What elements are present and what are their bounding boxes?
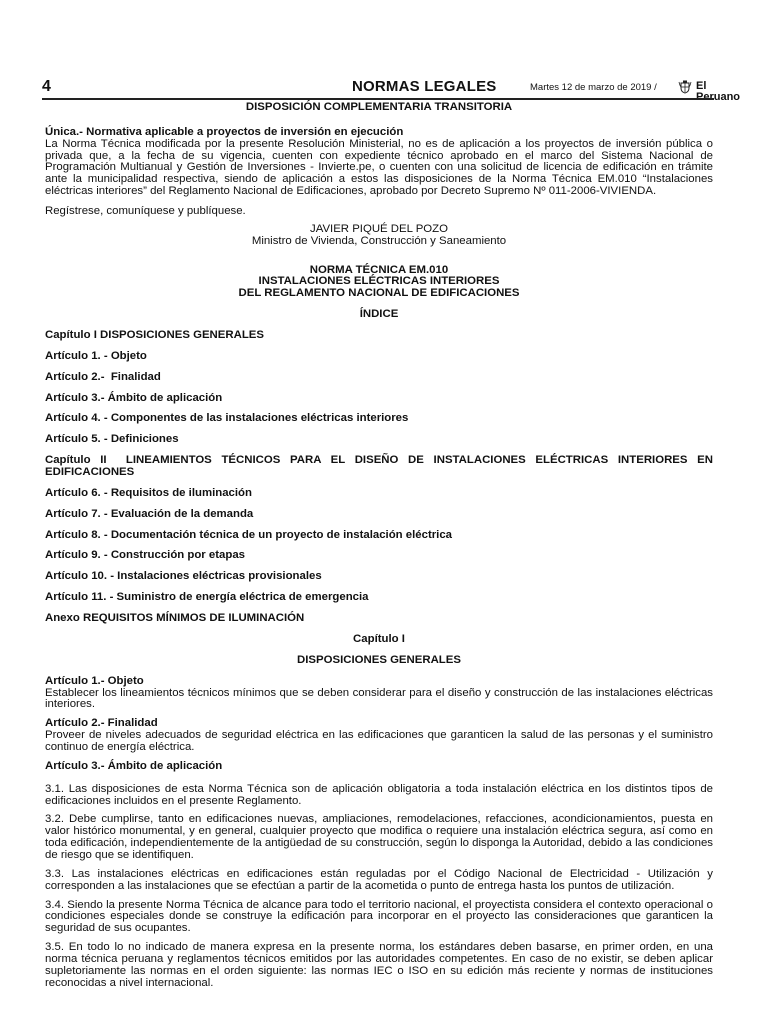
index-item: Capítulo I DISPOSICIONES GENERALES xyxy=(45,329,264,342)
signer-title: Ministro de Vivienda, Construcción y Saneamiento xyxy=(251,234,507,247)
article-3-paragraph: 3.5. En todo lo no indicado de manera expresa en la presente norma, los estándares deben basarse, en primer orden, en una norma técnica peruana y reglamentos técnicos emitidos por las autoridades competentes. En caso de no existir, se deben aplicar supletoriamente las normas en el orden siguiente: las normas IEC o ISO en su edición más reciente y normas de instituciones reconocidas a nivel internacional. xyxy=(45,941,713,989)
index-item: Artículo 5. - Definiciones xyxy=(45,433,179,446)
index-item: Artículo 1. - Objeto xyxy=(45,349,147,362)
index-item: Artículo 7. - Evaluación de la demanda xyxy=(45,507,254,520)
publication-title: NORMAS LEGALES xyxy=(352,78,497,95)
article-3-paragraph: 3.3. Las instalaciones eléctricas en edificaciones están reguladas por el Código Nacional de Electricidad - Utilización y corresponden a las instalaciones que se efectúan a partir de la acometida o punto de entrega hasta los puntos de utilización. xyxy=(45,867,713,892)
chapter-title: DISPOSICIONES GENERALES xyxy=(297,653,461,666)
index-item: Artículo 6. - Requisitos de iluminación xyxy=(45,486,252,499)
index-item: Artículo 8. - Documentación técnica de un proyecto de instalación eléctrica xyxy=(45,528,453,541)
norm-title-block xyxy=(45,265,713,301)
article-3-heading: Artículo 3.- Ámbito de aplicación xyxy=(45,759,223,772)
index-item: Artículo 3.- Ámbito de aplicación xyxy=(45,391,223,404)
article-3-paragraph: 3.2. Debe cumplirse, tanto en edificaciones nuevas, ampliaciones, remodelaciones, refacciones, acondicionamientos, puesta en valor histórico monumental, y en general, cualquier proyecto que modifica o requiere una instalación eléctrica segura, así como en toda edificación, independientemente de la antigüedad de su construcción, según lo disponga la Autoridad, debido a las condiciones de riesgo que se identifiquen. xyxy=(45,813,713,861)
transitory-heading: Única.- Normativa aplicable a proyectos de inversión en ejecución xyxy=(45,125,404,138)
article-2-heading: Artículo 2.- Finalidad xyxy=(45,717,158,730)
article-3-paragraph: 3.4. Siendo la presente Norma Técnica de alcance para todo el territorio nacional, el proyectista considera el contexto operacional o condiciones especiales donde se construye la edificación para incorporar en el proyecto las consideraciones que garanticen la seguridad de sus ocupantes. xyxy=(45,898,713,935)
peru-coat-of-arms-icon xyxy=(678,80,692,94)
norm-title-line: DEL REGLAMENTO NACIONAL DE EDIFICACIONES xyxy=(238,287,520,300)
norm-title-line: NORMA TÉCNICA EM.010 xyxy=(309,263,449,276)
index-item: Artículo 9. - Construcción por etapas xyxy=(45,549,245,562)
page-header xyxy=(42,78,741,104)
index-item: Artículo 2.- Finalidad xyxy=(45,370,161,383)
index-title: ÍNDICE xyxy=(359,308,399,321)
article-1-body: Establecer los lineamientos técnicos mínimos que se deben considerar para el diseño y construcción de las instalaciones eléctricas interiores. xyxy=(45,686,713,711)
chapter-number: Capítulo I xyxy=(353,632,405,645)
signer-name: JAVIER PIQUÉ DEL POZO xyxy=(310,222,448,235)
transitory-body: La Norma Técnica modificada por la presente Resolución Ministerial, no es de aplicación a los proyectos de inversión pública o privada que, a la fecha de su vigencia, cuenten con expediente técnico aprobado en el marco del Sistema Nacional de Programación Multianual y Gestión de Inversiones - Invierte.pe, o cuenten con una solicitud de licencia de edificación en trámite ante la municipalidad respectiva, siendo de aplicación a estos las disposiciones de la Norma Técnica EM.010 “Instalaciones eléctricas interiores” del Reglamento Nacional de Edificaciones, aprobado por Decreto Supremo Nº 011-2006-VIVIENDA. xyxy=(45,137,713,198)
index-item: Capítulo II LINEAMIENTOS TÉCNICOS PARA EL DISEÑO DE INSTALACIONES ELÉCTRICAS INTERIORES EN EDIFICACIONES xyxy=(45,454,717,479)
page-content xyxy=(45,101,717,990)
index-item: Anexo REQUISITOS MÍNIMOS DE ILUMINACIÓN xyxy=(45,612,305,625)
header-rule xyxy=(42,98,714,100)
page-number: 4 xyxy=(42,78,51,95)
issue-date: Martes 12 de marzo de 2019 / xyxy=(530,82,657,93)
index-item: Artículo 4. - Componentes de las instalaciones eléctricas interiores xyxy=(45,412,409,425)
closing-formula: Regístrese, comuníquese y publíquese. xyxy=(45,205,246,218)
article-3-paragraph: 3.1. Las disposiciones de esta Norma Técnica son de aplicación obligatoria a toda instalación eléctrica en los distintos tipos de edificaciones incluidos en el presente Reglamento. xyxy=(45,782,713,807)
norm-title-line: INSTALACIONES ELÉCTRICAS INTERIORES xyxy=(258,275,500,288)
article-2-body: Proveer de niveles adecuados de seguridad eléctrica en las edificaciones que garanticen la salud de las personas y el suministro continuo de energía eléctrica. xyxy=(45,729,713,753)
newspaper-name: El Peruano xyxy=(696,80,741,104)
transitory-title: DISPOSICIÓN COMPLEMENTARIA TRANSITORIA xyxy=(245,101,513,113)
article-1-heading: Artículo 1.- Objeto xyxy=(45,674,144,687)
index-item: Artículo 11. - Suministro de energía eléctrica de emergencia xyxy=(45,591,369,604)
index-item: Artículo 10. - Instalaciones eléctricas provisionales xyxy=(45,570,322,583)
index-list xyxy=(45,329,717,625)
